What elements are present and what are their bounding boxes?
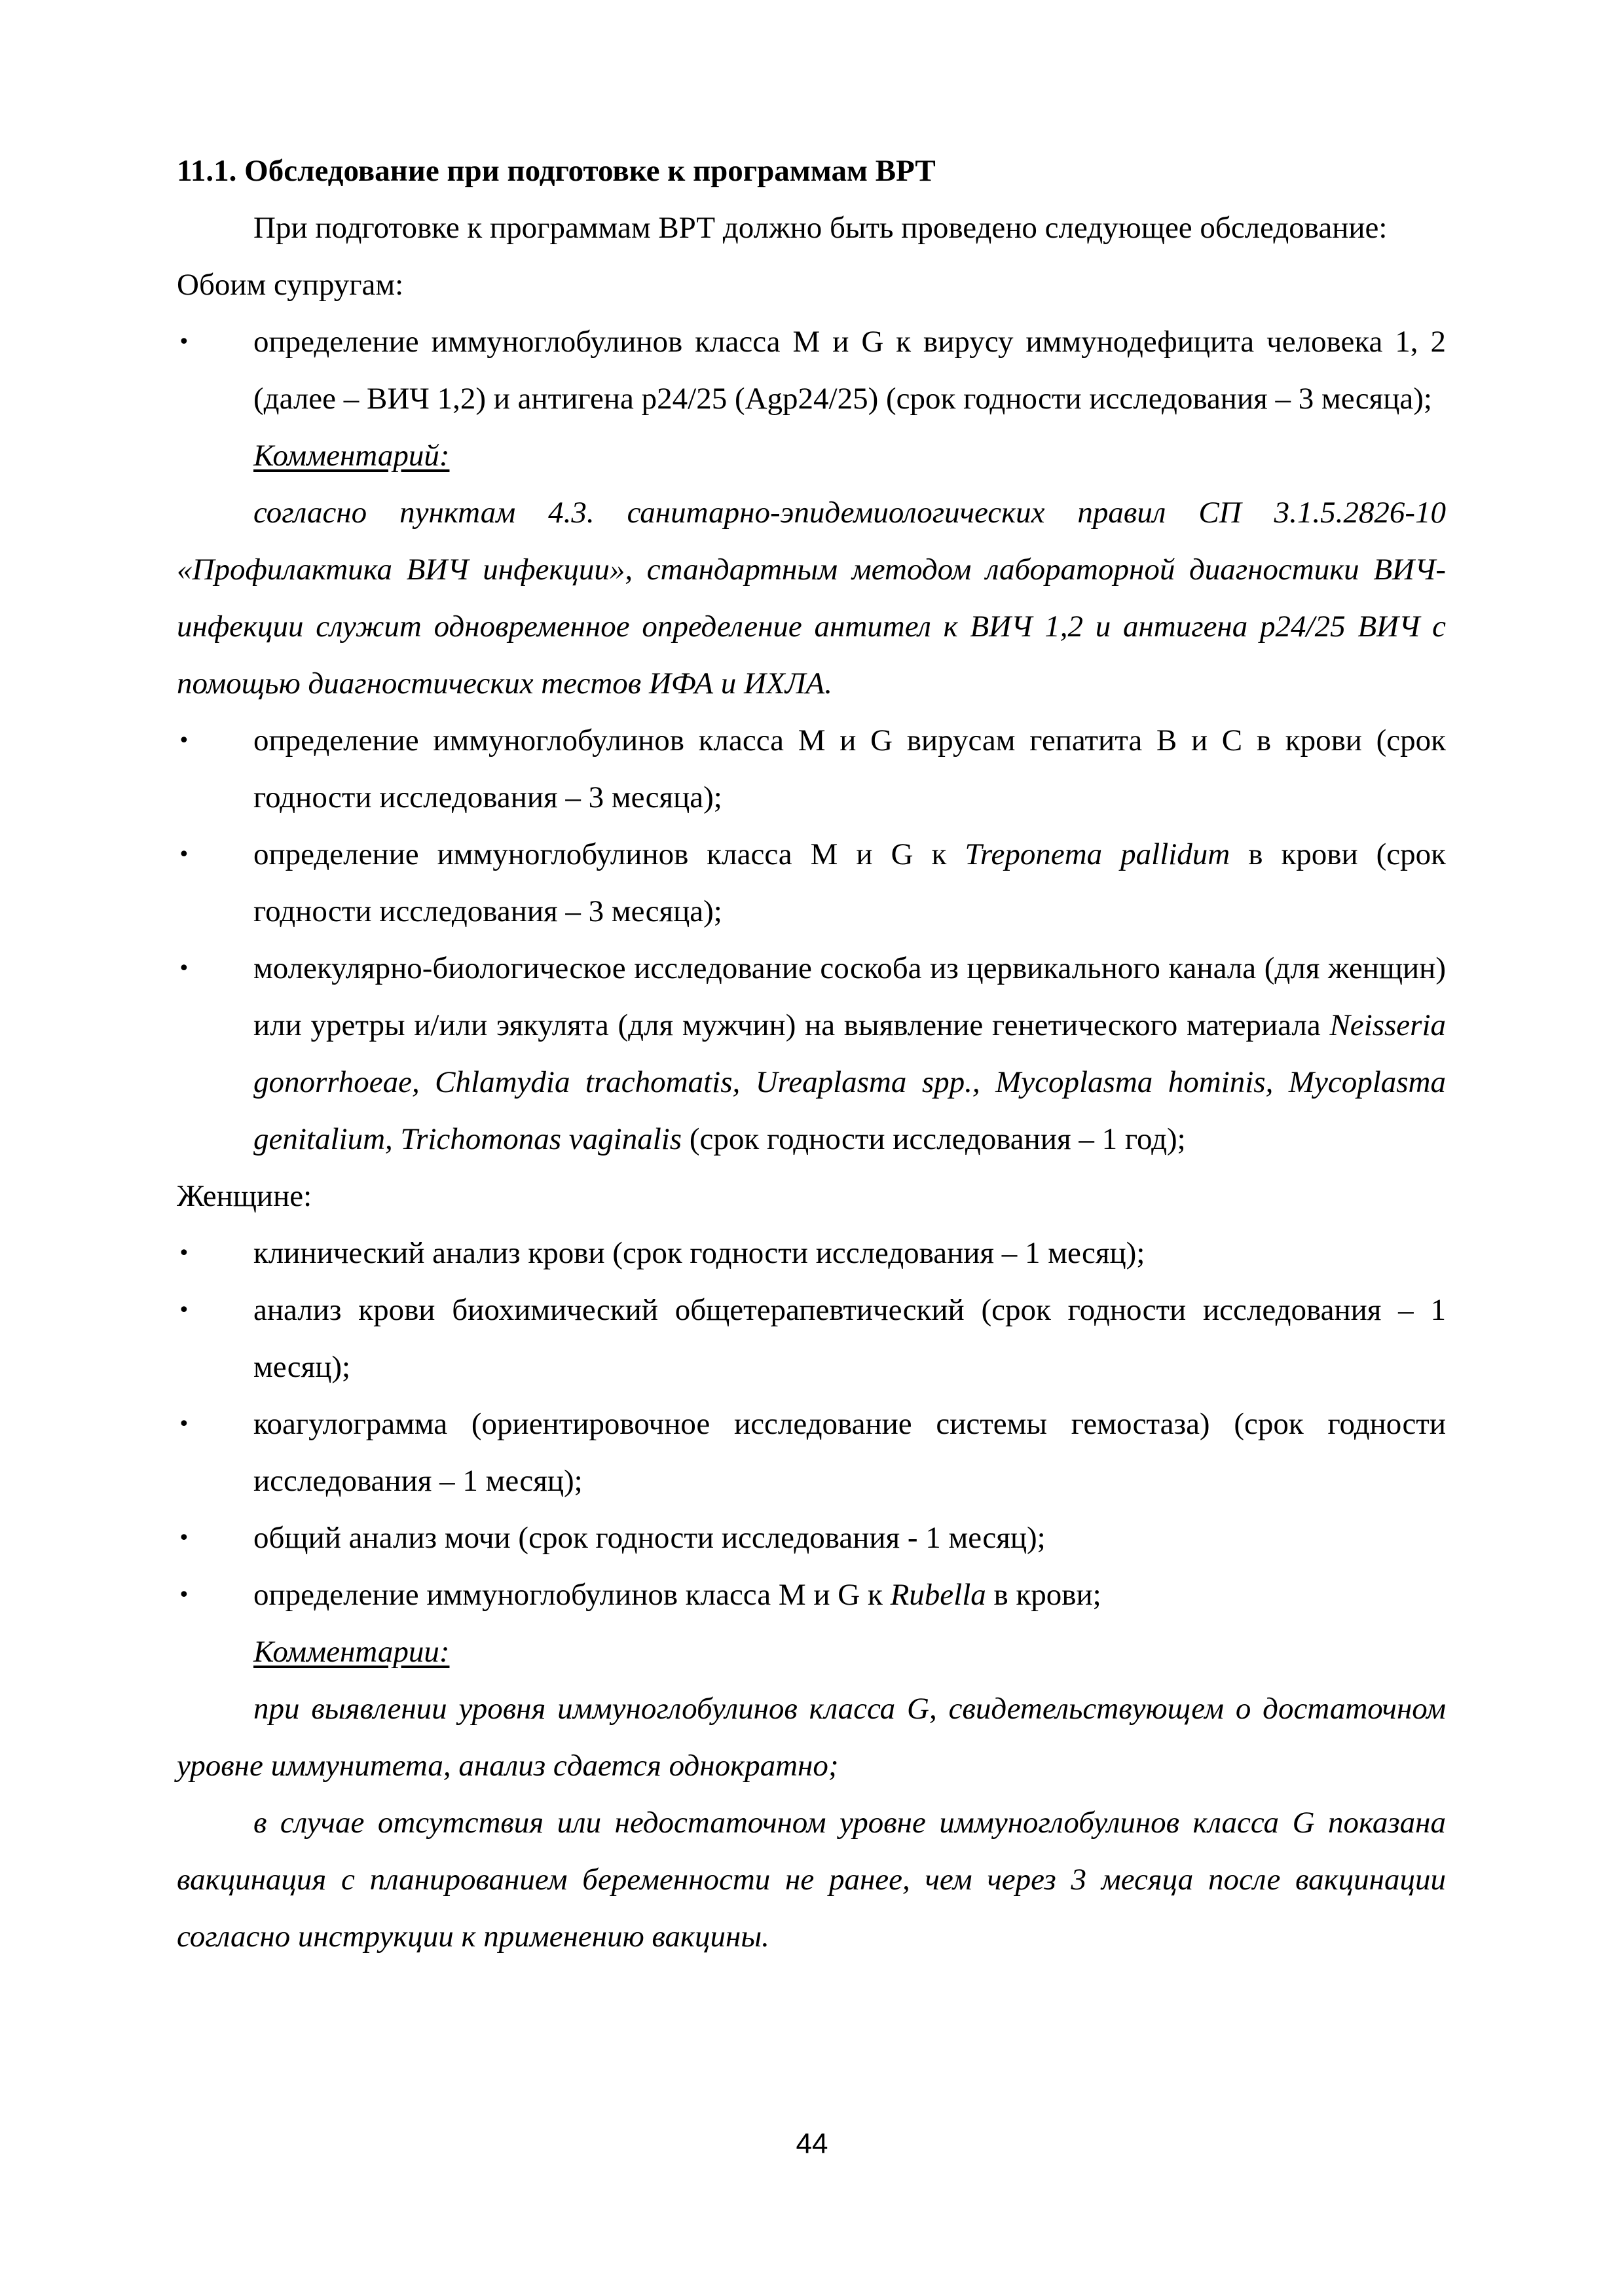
list-item-urine: [177, 1510, 1446, 1567]
list-item-treponema: [177, 826, 1446, 940]
list-item-text: (срок годности исследования – 1 год);: [682, 1122, 1186, 1156]
list-item-text: молекулярно-биологическое исследование соскоба из цервикального канала (для женщин) или уретры и/или эякулята (для мужчин) на выявление генетического материала: [253, 951, 1446, 1042]
list-item-text: коагулограмма (ориентировочное исследование системы гемостаза) (срок годности исследования – 1 месяц);: [253, 1407, 1446, 1498]
latin-name: Rubella: [890, 1578, 986, 1612]
list-item-text: в крови (срок годности исследования – 3 месяца);: [253, 837, 1447, 928]
list-item-text: определение иммуноглобулинов класса M и G к: [253, 837, 965, 871]
latin-name: Neisseria gonorrhoeae, Chlamydia trachomatis, Ureaplasma spp., Mycoplasma hominis, Mycoplasma genitalium, Trichomonas vaginalis: [253, 1008, 1446, 1156]
bullet-icon: •: [178, 1527, 190, 1550]
bullet-icon: •: [178, 843, 190, 866]
intro-paragraph: При подготовке к программам ВРТ должно быть проведено следующее обследование:: [253, 211, 1388, 245]
list-item-text: общий анализ мочи (срок годности исследования - 1 месяц);: [253, 1521, 1046, 1555]
comment-label: Комментарии:: [253, 1635, 450, 1669]
list-item-text: в крови;: [986, 1578, 1101, 1612]
list-item-text: анализ крови биохимический общетерапевтический (срок годности исследования – 1 месяц);: [253, 1293, 1446, 1384]
bullet-icon: •: [178, 957, 190, 980]
bullet-icon: •: [178, 1584, 190, 1607]
list-item-text: определение иммуноглобулинов класса M и G вирусам гепатита В и С в крови (срок годности исследования – 3 месяца);: [253, 723, 1446, 814]
page-number: 44: [796, 2128, 828, 2160]
bullet-icon: •: [178, 1242, 190, 1265]
list-item-text: определение иммуноглобулинов класса M и G к: [253, 1578, 891, 1612]
list-item-pcr: [177, 940, 1446, 1168]
comment-text: при выявлении уровня иммуноглобулинов класса G, свидетельствующем о достаточном уровне иммунитета, анализ сдается однократно;: [177, 1692, 1446, 1783]
section-heading: 11.1. Обследование при подготовке к программам ВРТ: [177, 154, 936, 188]
list-item-blood-clinical: [177, 1225, 1446, 1282]
list-item-blood-biochem: [177, 1282, 1446, 1396]
list-item-text: определение иммуноглобулинов класса M и G к вирусу иммунодефицита человека 1, 2 (далее – ВИЧ 1,2) и антигена p24/25 (Agp24/25) (срок годности исследования – 3 месяца);: [253, 325, 1446, 416]
list-item-hiv: [177, 314, 1446, 428]
list-item-coagulogram: [177, 1396, 1446, 1510]
list-item-hepatitis: [177, 712, 1446, 826]
list-item-rubella: [177, 1567, 1446, 1624]
both-spouses-label: Обоим супругам:: [177, 268, 404, 302]
document-page: [177, 143, 1446, 1965]
latin-name: Treponema pallidum: [965, 837, 1230, 871]
list-item-text: клинический анализ крови (срок годности исследования – 1 месяц);: [253, 1236, 1145, 1270]
bullet-icon: •: [178, 1299, 190, 1322]
bullet-icon: •: [178, 331, 190, 354]
bullet-icon: •: [178, 1413, 190, 1436]
comment-text: в случае отсутствия или недостаточном уровне иммуноглобулинов класса G показана вакцинация с планированием беременности не ранее, чем через 3 месяца после вакцинации согласно инструкции к применению вакцины.: [177, 1806, 1446, 1954]
comment-label: Комментарий:: [253, 439, 450, 473]
woman-label: Женщине:: [177, 1179, 312, 1213]
bullet-icon: •: [178, 729, 190, 752]
comment-text: согласно пунктам 4.3. санитарно-эпидемиологических правил СП 3.1.5.2826-10 «Профилактика ВИЧ инфекции», стандартным методом лабораторной диагностики ВИЧ-инфекции служит одновременное определение антител к ВИЧ 1,2 и антигена p24/25 ВИЧ с помощью диагностических тестов ИФА и ИХЛА.: [177, 496, 1446, 701]
